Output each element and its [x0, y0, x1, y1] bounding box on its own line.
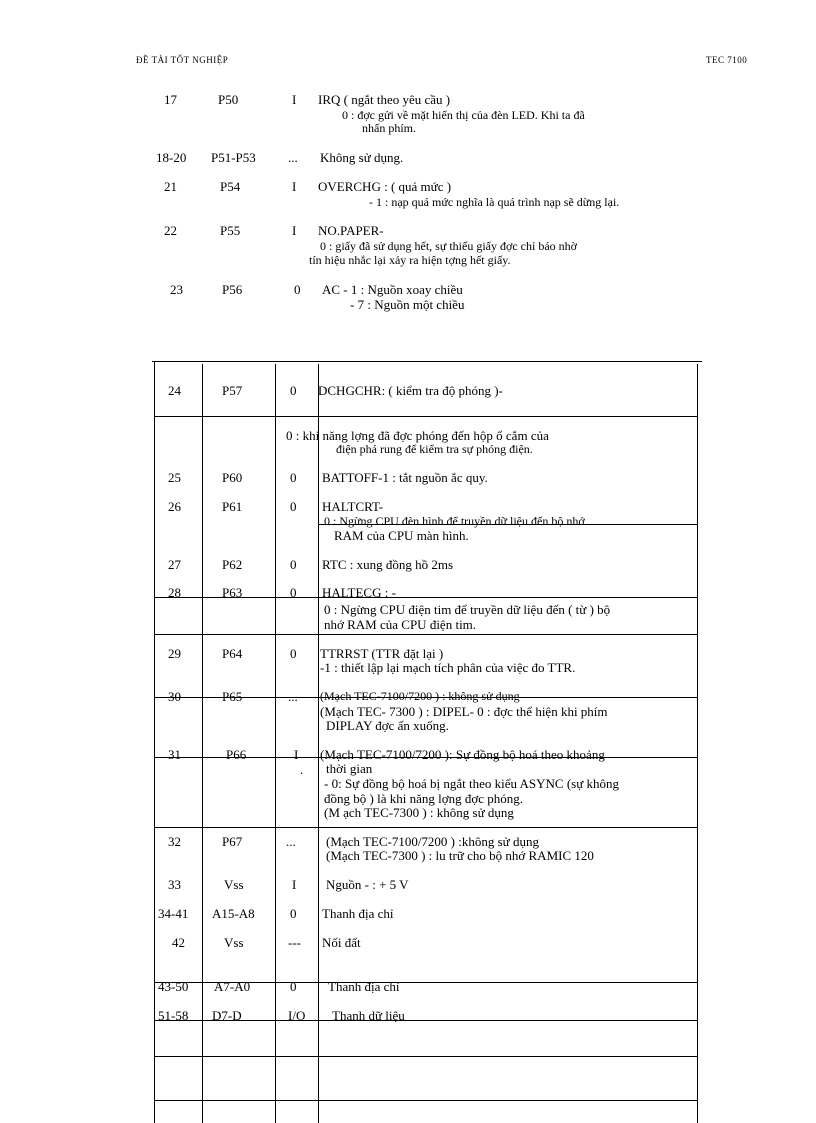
pin-name: P54 [220, 179, 241, 194]
description-line: Thanh địa chỉ [328, 979, 400, 994]
header-left: ĐỀ TÀI TỐT NGHIỆP [136, 55, 229, 65]
description-line: HALTECG : - [322, 585, 396, 600]
io-type: --- [288, 935, 301, 950]
description-line: tín hiệu nhắc lại xảy ra hiện tợng hết giấy. [309, 253, 511, 267]
io-type-mark: . [300, 762, 304, 777]
io-type: 0 [290, 979, 297, 994]
pin-name: P51-P53 [211, 150, 256, 165]
row-number: 31 [168, 747, 181, 762]
pin-name: P66 [226, 747, 247, 762]
description-line: (Mạch TEC-7100/7200 ) : không sử dụng [320, 689, 520, 703]
row-number: 42 [172, 935, 185, 950]
io-type: ... [288, 689, 298, 704]
pin-name: A7-A0 [214, 979, 251, 994]
row-number: 23 [170, 282, 183, 297]
table-border [152, 361, 702, 362]
io-type: ... [288, 150, 298, 165]
table-border [154, 634, 698, 635]
row-number: 21 [164, 179, 177, 194]
description-line: - 1 : nạp quá mức nghĩa là quá trình nạp sẽ dừng lại. [369, 195, 620, 209]
description-line: 0 : Ngừng CPU đèn hình để truyền dữ liệu đến bộ nhớ [324, 514, 585, 528]
pin-name: P64 [222, 646, 243, 661]
row-number: 18-20 [156, 150, 187, 165]
io-type: 0 [290, 470, 297, 485]
description-line: nhớ RAM của CPU điện tim. [324, 617, 477, 632]
pin-name: P63 [222, 585, 243, 600]
table-border [154, 827, 698, 828]
description-line: IRQ ( ngắt theo yêu cầu ) [318, 92, 451, 107]
pin-name: P61 [222, 499, 243, 514]
description-line: OVERCHG : ( quá mức ) [318, 179, 452, 194]
io-type: I [292, 179, 297, 194]
description-line: Nguồn - : + 5 V [326, 877, 409, 892]
io-type: I [292, 223, 297, 238]
description-line: - 7 : Nguồn một chiều [350, 297, 465, 312]
table-border [202, 364, 203, 1123]
pin-name: P50 [218, 92, 239, 107]
description-line: nhấn phím. [362, 121, 416, 135]
row-number: 22 [164, 223, 177, 238]
description-line: DIPLAY đợc ấn xuống. [326, 718, 449, 733]
description-line: Thanh dữ liệu [332, 1008, 405, 1023]
pin-name: P62 [222, 557, 243, 572]
description-line: 0 : giấy đã sử dụng hết, sự thiếu giấy đợc chỉ báo nhờ [320, 239, 577, 253]
pin-name: P60 [222, 470, 243, 485]
row-number: 28 [168, 585, 181, 600]
pin-name: A15-A8 [212, 906, 255, 921]
description-line: Nối đất [322, 935, 361, 950]
description-line: (M ạch TEC-7300 ) : không sử dụng [324, 805, 514, 820]
pin-name: D7-D [212, 1008, 242, 1023]
table-border [275, 364, 276, 1123]
description-line: (Mạch TEC-7100/7200 ): Sự đồng bộ hoá theo khoảng [320, 747, 605, 762]
description-line: 0 : khi năng lợng đã đợc phóng đến hộp ổ cắm của [286, 428, 549, 443]
io-type: 0 [290, 557, 297, 572]
io-type: I [294, 747, 299, 762]
table-border [154, 361, 155, 1123]
table-border [154, 1100, 698, 1101]
row-number: 51-58 [158, 1008, 189, 1023]
table-border [318, 364, 319, 1123]
row-number: 33 [168, 877, 181, 892]
description-line: RAM của CPU màn hình. [334, 528, 469, 543]
description-line: (Mạch TEC-7100/7200 ) :không sử dụng [326, 834, 539, 849]
description-line: Không sử dụng. [320, 150, 404, 165]
io-type: I/O [288, 1008, 306, 1023]
pin-name: P67 [222, 834, 243, 849]
description-line: 0 : Ngừng CPU điện tim để truyền dữ liệu đến ( từ ) bộ [324, 602, 611, 617]
header-right: TEC 7100 [706, 55, 748, 65]
description-line: RTC : xung đồng hồ 2ms [322, 557, 454, 572]
io-type: 0 [290, 906, 297, 921]
io-type: ... [286, 834, 296, 849]
pin-name: Vss [224, 935, 244, 950]
description-line: điện phá rung để kiểm tra sự phóng điện. [336, 442, 533, 456]
description-line: thời gian [326, 761, 373, 776]
description-line: - 0: Sự đồng bộ hoá bị ngắt theo kiểu ASYNC (sự không [324, 776, 620, 791]
pin-name: P56 [222, 282, 243, 297]
description-line: BATTOFF-1 : tắt nguồn ắc quy. [322, 470, 488, 485]
description-line: NO.PAPER- [318, 223, 384, 238]
description-line: DCHGCHR: ( kiểm tra độ phóng )- [318, 383, 503, 398]
pin-name: P57 [222, 383, 243, 398]
pin-name: P55 [220, 223, 241, 238]
io-type: 0 [290, 383, 297, 398]
row-number: 34-41 [158, 906, 189, 921]
table-border [154, 1056, 698, 1057]
row-number: 27 [168, 557, 181, 572]
io-type: 0 [290, 585, 297, 600]
io-type: 0 [290, 499, 297, 514]
description-line: -1 : thiết lập lại mạch tích phân của việc đo TTR. [320, 660, 576, 675]
description-line: 0 : đợc gửi về mặt hiển thị của đèn LED. Khi ta đã [342, 108, 585, 122]
io-type: I [292, 92, 297, 107]
row-number: 29 [168, 646, 181, 661]
row-number: 30 [168, 689, 181, 704]
description-line: (Mạch TEC- 7300 ) : DIPEL- 0 : đợc thể hiện khi phím [320, 704, 608, 719]
pin-name: P65 [222, 689, 243, 704]
description-line: đồng bộ ) là khi năng lợng đợc phóng. [324, 791, 523, 806]
row-number: 25 [168, 470, 181, 485]
io-type: 0 [290, 646, 297, 661]
description-line: HALTCRT- [322, 499, 384, 514]
row-number: 26 [168, 499, 181, 514]
row-number: 17 [164, 92, 177, 107]
description-line: TTRRST (TTR đặt lại ) [320, 646, 444, 661]
row-number: 32 [168, 834, 181, 849]
io-type: 0 [294, 282, 301, 297]
row-number: 24 [168, 383, 181, 398]
description-line: AC - 1 : Nguồn xoay chiều [322, 282, 463, 297]
description-line: (Mạch TEC-7300 ) : lu trữ cho bộ nhớ RAMIC 120 [326, 848, 594, 863]
table-border [154, 416, 698, 417]
row-number: 43-50 [158, 979, 189, 994]
description-line: Thanh địa chỉ [322, 906, 394, 921]
io-type: I [292, 877, 297, 892]
table-border [697, 364, 698, 1123]
pin-name: Vss [224, 877, 244, 892]
